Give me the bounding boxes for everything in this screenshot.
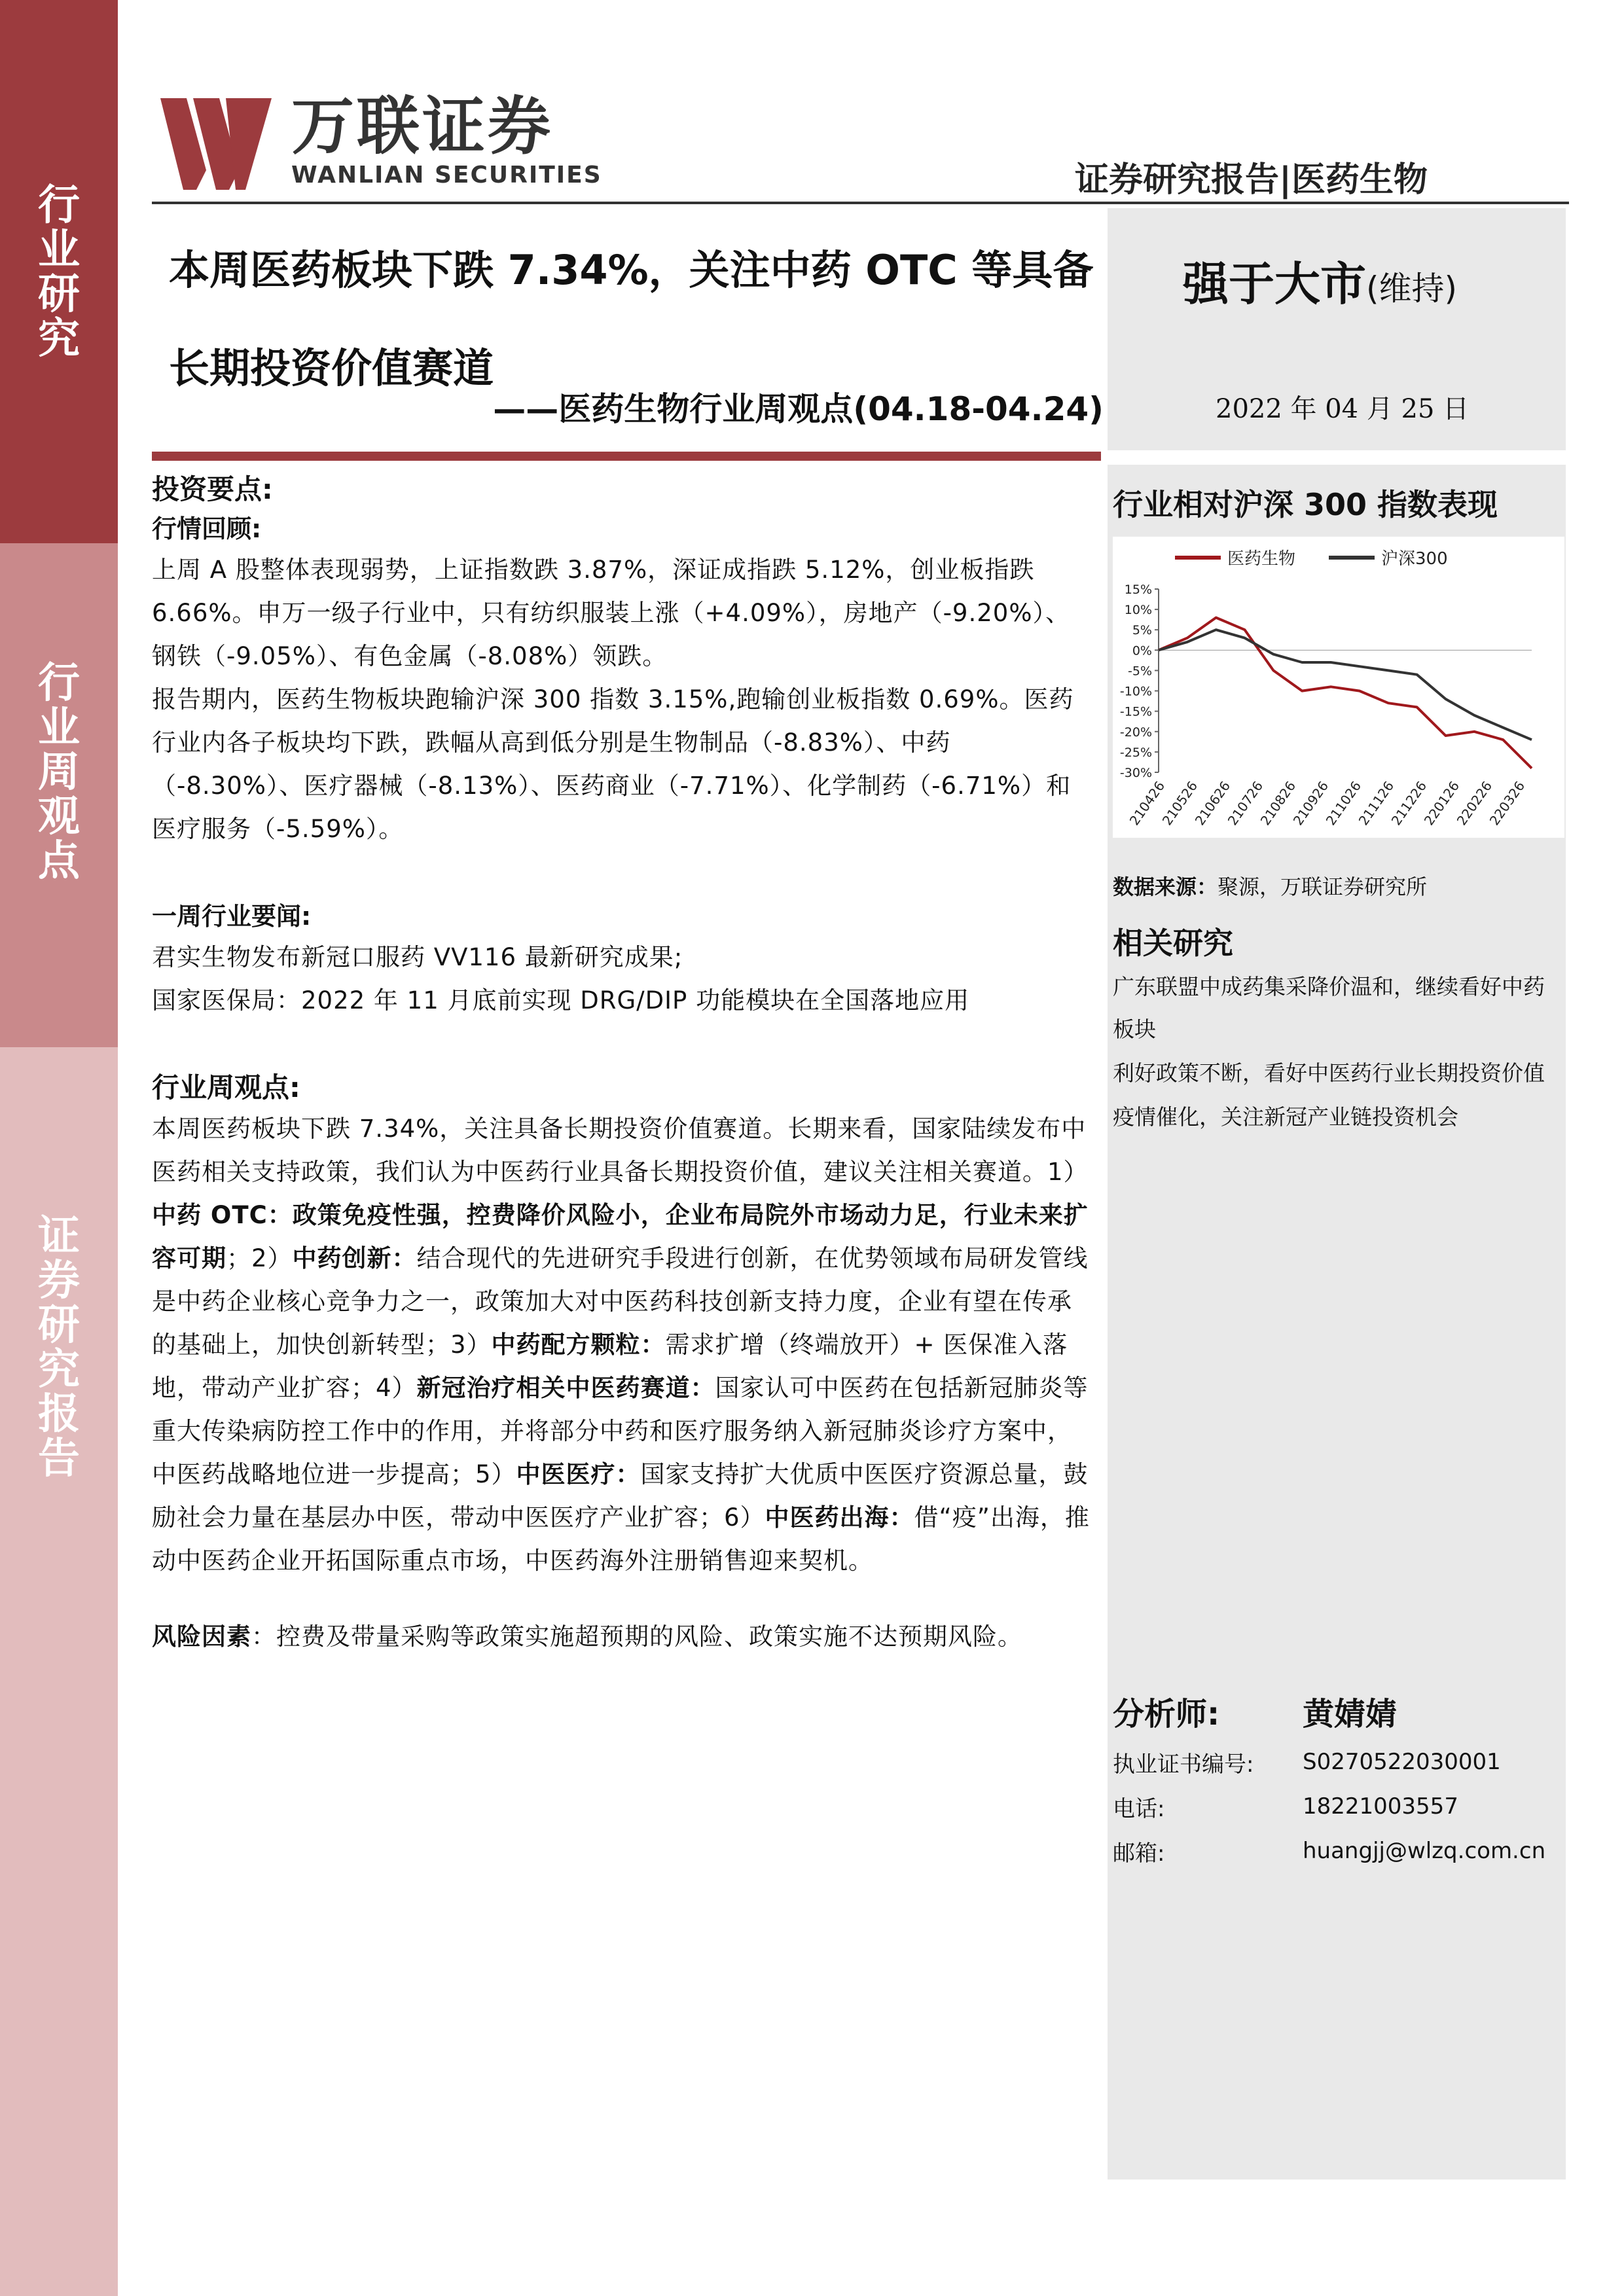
company-logo [160, 89, 602, 190]
view-highlight: 中医医疗： [516, 1460, 641, 1488]
source-value: 聚源，万联证券研究所 [1218, 874, 1428, 899]
view-text: ；2） [226, 1244, 293, 1272]
view-text: 国家认可中医药在包括新冠肺炎等重大传染病防控工作中的作用，并将部分中药和医疗服务纳入新冠肺炎诊疗方案中，中医药战略地位进一步提高；5） [152, 1374, 1089, 1488]
x-tick-label: 211026 [1322, 778, 1365, 829]
view-highlight: 中药创新： [292, 1244, 417, 1272]
rating-text: 强于大市 [1183, 257, 1366, 311]
view-heading: 行业周观点: [152, 1071, 300, 1103]
news-item: 国家医保局：2022 年 11 月底前实现 DRG/DIP 功能模块在全国落地应用 [152, 986, 970, 1014]
y-tick-label: -25% [1119, 745, 1152, 760]
performance-chart [1113, 537, 1564, 838]
y-tick-label: -15% [1119, 704, 1152, 719]
y-tick-label: -30% [1119, 766, 1152, 780]
main-content [152, 470, 1094, 1659]
invest-heading: 投资要点: [152, 473, 273, 505]
rating [1183, 247, 1457, 314]
logo-english: WANLIAN SECURITIES [291, 161, 602, 188]
analyst-label: 分析师: [1113, 1695, 1220, 1732]
view-highlight: 新冠治疗相关中医药赛道： [416, 1374, 715, 1402]
y-tick-label: -10% [1119, 684, 1152, 699]
view-text: 本周医药板块下跌 7.34%，关注具备长期投资价值赛道。长期来看，国家陆续发布中医药相关支持政策，我们认为中医药行业具备长期投资价值，建议关注相关赛道。1） [152, 1115, 1089, 1186]
y-tick-label: 15% [1124, 583, 1152, 597]
related-heading: 相关研究 [1113, 925, 1233, 961]
y-tick-label: 10% [1124, 603, 1152, 618]
related-item[interactable]: 利好政策不断，看好中医药行业长期投资价值 [1113, 1060, 1545, 1086]
view-text: 需求扩增（终端放开）+ 医保准入落地，带动产业扩容；4） [152, 1331, 1068, 1402]
email-label: 邮箱: [1113, 1840, 1165, 1867]
view-highlight: 中医药出海： [765, 1503, 914, 1532]
x-tick-label: 210626 [1191, 778, 1234, 829]
report-subtitle: ——医药生物行业周观点(04.18-04.24) [493, 390, 1104, 428]
x-tick-label: 220326 [1486, 778, 1528, 829]
chart-svg [1113, 537, 1564, 838]
data-source [1113, 870, 1427, 901]
cert-label: 执业证书编号: [1113, 1751, 1254, 1778]
risk-text: ：控费及带量采购等政策实施超预期的风险、政策实施不达预期风险。 [251, 1623, 1022, 1651]
y-tick-label: -5% [1128, 664, 1152, 679]
phone-number: 18221003557 [1303, 1793, 1458, 1820]
news-heading: 一周行业要闻: [152, 902, 312, 931]
legend-label: 沪深300 [1381, 549, 1448, 569]
report-date: 2022 年 04 月 25 日 [1216, 394, 1470, 424]
related-item[interactable]: 疫情催化，关注新冠产业链投资机会 [1113, 1104, 1458, 1130]
side-label-weekly-view: 行 业 周 观 点 [38, 659, 80, 886]
x-tick-label: 211126 [1355, 778, 1398, 829]
x-tick-label: 210926 [1290, 778, 1332, 829]
x-tick-label: 210826 [1257, 778, 1299, 829]
logo-w-mark [160, 92, 275, 190]
x-tick-label: 210526 [1159, 778, 1201, 829]
x-tick-label: 211226 [1388, 778, 1430, 829]
view-highlight: 中药 OTC：政策免疫性强，控费降价风险小，企业布局院外市场动力足，行业未来扩容可期 [152, 1201, 1089, 1272]
news-item: 君实生物发布新冠口服药 VV116 最新研究成果; [152, 943, 683, 971]
y-tick-label: -20% [1119, 725, 1152, 740]
analyst-info [1113, 1682, 1564, 1873]
legend-label: 医药生物 [1227, 549, 1296, 569]
review-paragraph-1: 上周 A 股整体表现弱势，上证指数跌 3.87%，深证成指跌 5.12%，创业板指跌 6.66%。申万一级子行业中，只有纺织服装上涨（+4.09%），房地产（-9.20%）、钢铁（-9.05%）、有色金属（-8.08%）领跌。 [152, 556, 1070, 670]
rating-panel [1108, 208, 1566, 450]
view-text: 借“疫”出海，推动中医药企业开拓国际重点市场，中医药海外注册销售迎来契机。 [152, 1503, 1090, 1575]
view-text: 国家支持扩大优质中医医疗资源总量，鼓励社会力量在基层办中医，带动中医医疗产业扩容；6） [152, 1460, 1089, 1532]
rating-note: (维持) [1366, 270, 1458, 308]
x-tick-label: 220126 [1420, 778, 1463, 829]
series-line-pharma [1159, 618, 1532, 768]
report-type: 证券研究报告|医药生物 [1075, 160, 1428, 200]
x-tick-label: 210726 [1224, 778, 1267, 829]
x-tick-label: 210426 [1126, 778, 1168, 829]
y-tick-label: 5% [1132, 623, 1152, 638]
source-label: 数据来源： [1113, 874, 1218, 899]
series-line-hs300 [1159, 630, 1532, 740]
report-title: 本周医药板块下跌 7.34%，关注中药 OTC 等具备长期投资价值赛道 [169, 246, 1094, 392]
related-research-list [1113, 965, 1564, 1139]
email-address[interactable]: huangjj@wlzq.com.cn [1303, 1838, 1546, 1864]
risk-paragraph [152, 1615, 1094, 1659]
logo-chinese: 万联证券 [291, 89, 553, 163]
y-tick-label: 0% [1132, 643, 1152, 658]
header-divider [152, 202, 1569, 204]
chart-heading: 行业相对沪深 300 指数表现 [1113, 487, 1498, 522]
review-paragraph-2: 报告期内，医药生物板块跑输沪深 300 指数 3.15%,跑输创业板指数 0.69%。医药行业内各子板块均下跌，跌幅从高到低分别是生物制品（-8.83%）、中药（-8.30%）、医疗器械（-8.13%）、医药商业（-7.71%）、化学制药（-6.71%）和医疗服务（-5.59%）。 [152, 685, 1074, 843]
view-paragraph [152, 1107, 1094, 1583]
phone-label: 电话: [1113, 1795, 1165, 1822]
side-label-securities-report: 证 券 研 究 报 告 [38, 1212, 80, 1483]
side-label-industry-research: 行 业 研 究 [38, 181, 80, 363]
analyst-name: 黄婧婧 [1303, 1695, 1398, 1732]
cert-number: S0270522030001 [1303, 1749, 1501, 1775]
x-tick-label: 220226 [1453, 778, 1496, 829]
review-heading: 行情回顾: [152, 514, 262, 543]
title-divider [152, 452, 1101, 461]
view-highlight: 中药配方颗粒： [491, 1331, 666, 1359]
related-item[interactable]: 广东联盟中成药集采降价温和，继续看好中药板块 [1113, 974, 1545, 1042]
view-text: 结合现代的先进研究手段进行创新，在优势领域布局研发管线是中药企业核心竞争力之一，政策加大对中医药科技创新支持力度，企业有望在传承的基础上，加快创新转型；3） [152, 1244, 1089, 1359]
risk-label: 风险因素 [152, 1623, 251, 1651]
